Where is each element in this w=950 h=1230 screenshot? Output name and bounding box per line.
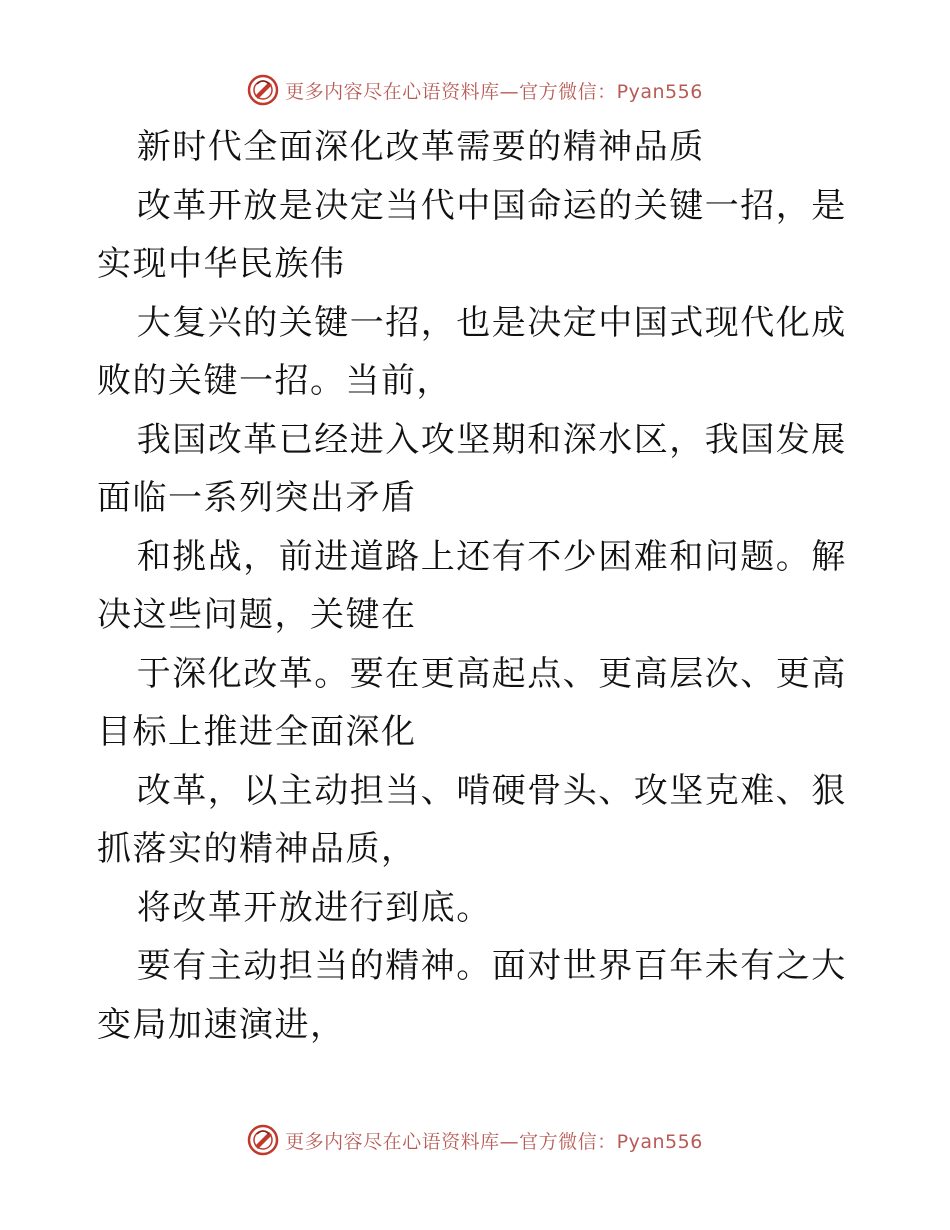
footer-banner-inner xyxy=(247,1124,703,1156)
paragraph: 将改革开放进行到底。 xyxy=(136,887,492,928)
header-banner xyxy=(0,70,950,110)
brand-logo-icon xyxy=(247,74,279,106)
paragraph: 改革开放是决定当代中国命运的关键一招，是实现中华民族伟 xyxy=(97,185,847,284)
paragraph: 和挑战，前进道路上还有不少困难和问题。解决这些问题，关键在 xyxy=(97,536,847,635)
brand-logo-icon xyxy=(247,1124,279,1156)
document-body xyxy=(97,118,857,1054)
paragraph: 改革，以主动担当、啃硬骨头、攻坚克难、狠抓落实的精神品质， xyxy=(97,770,847,869)
paragraph: 于深化改革。要在更高起点、更高层次、更高目标上推进全面深化 xyxy=(97,653,847,752)
footer-banner-text: 更多内容尽在心语资料库—官方微信：Pyan556 xyxy=(285,1130,703,1153)
header-banner-inner xyxy=(247,74,703,106)
paragraph: 我国改革已经进入攻坚期和深水区，我国发展面临一系列突出矛盾 xyxy=(97,419,847,518)
paragraph: 要有主动担当的精神。面对世界百年未有之大变局加速演进， xyxy=(97,946,847,1045)
document-title: 新时代全面深化改革需要的精神品质 xyxy=(136,127,705,167)
paragraph: 大复兴的关键一招，也是决定中国式现代化成败的关键一招。当前， xyxy=(97,302,847,401)
header-banner-text: 更多内容尽在心语资料库—官方微信：Pyan556 xyxy=(285,80,703,103)
footer-banner xyxy=(0,1120,950,1160)
